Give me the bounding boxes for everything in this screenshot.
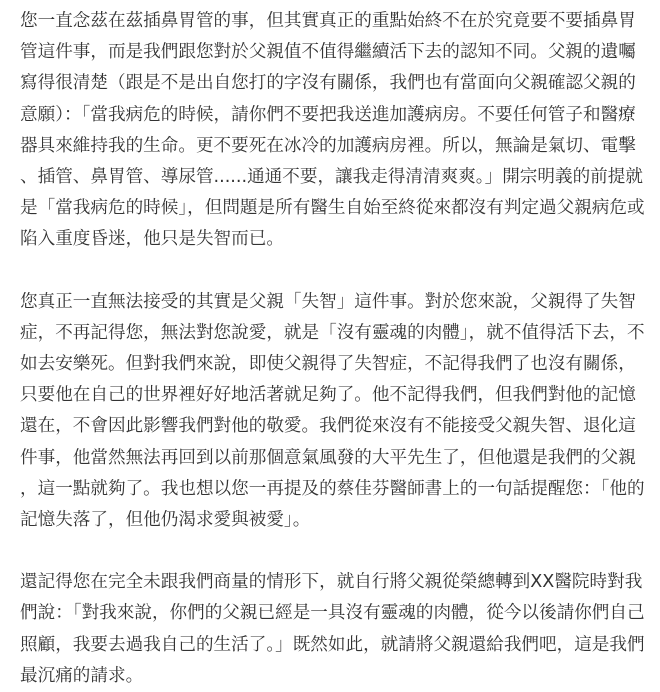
paragraph-feeding-tube: 您一直念茲在茲插鼻胃管的事，但其實真正的重點始終不在於究竟要不要插鼻胃管這件事，而是我們跟您對於父親值不值得繼續活下去的認知不同。父親的遺囑寫得很清楚（跟是不是出自您打的字沒有關係，我們也有當面向父親確認父親的意願）：「當我病危的時候，請你們不要把我送進加護病房。不要任何管子和醫療器具來維持我的生命。更不要死在冰冷的加護病房裡。所以，無論是氣切、電擊、插管、鼻胃管、導尿管......通通不要，讓我走得清清爽爽。」開宗明義的前提就是「當我病危的時候」，但問題是所有醫生自始至終從來都沒有判定過父親病危或陷入重度昏迷，他只是失智而已。 bbox=[20, 11, 645, 250]
article-body bbox=[20, 6, 648, 692]
paragraph-dementia: 您真正一直無法接受的其實是父親「失智」這件事。對於您來說，父親得了失智症，不再記得您，無法對您說愛，就是「沒有靈魂的肉體」，就不值得活下去，不如去安樂死。但對我們來說，即使父親得了失智症，不記得我們了也沒有關係，只要他在自己的世界裡好好地活著就足夠了。他不記得我們，但我們對他的記憶還在，不會因此影響我們對他的敬愛。我們從來沒有不能接受父親失智、退化這件事，他當然無法再回到以前那個意氣風發的大平先生了，但他還是我們的父親，這一點就夠了。我也想以您一再提及的蔡佳芬醫師書上的一句話提醒您：「他的記憶失落了，但他仍渴求愛與被愛」。 bbox=[20, 291, 645, 531]
paragraph-request: 還記得您在完全未跟我們商量的情形下，就自行將父親從榮總轉到XX醫院時對我們說：「對我來說，你們的父親已經是一具沒有靈魂的肉體，從今以後請你們自己照顧，我要去過我自己的生活了。」既然如此，就請將父親還給我們吧，這是我們最沉痛的請求。 bbox=[20, 572, 645, 686]
